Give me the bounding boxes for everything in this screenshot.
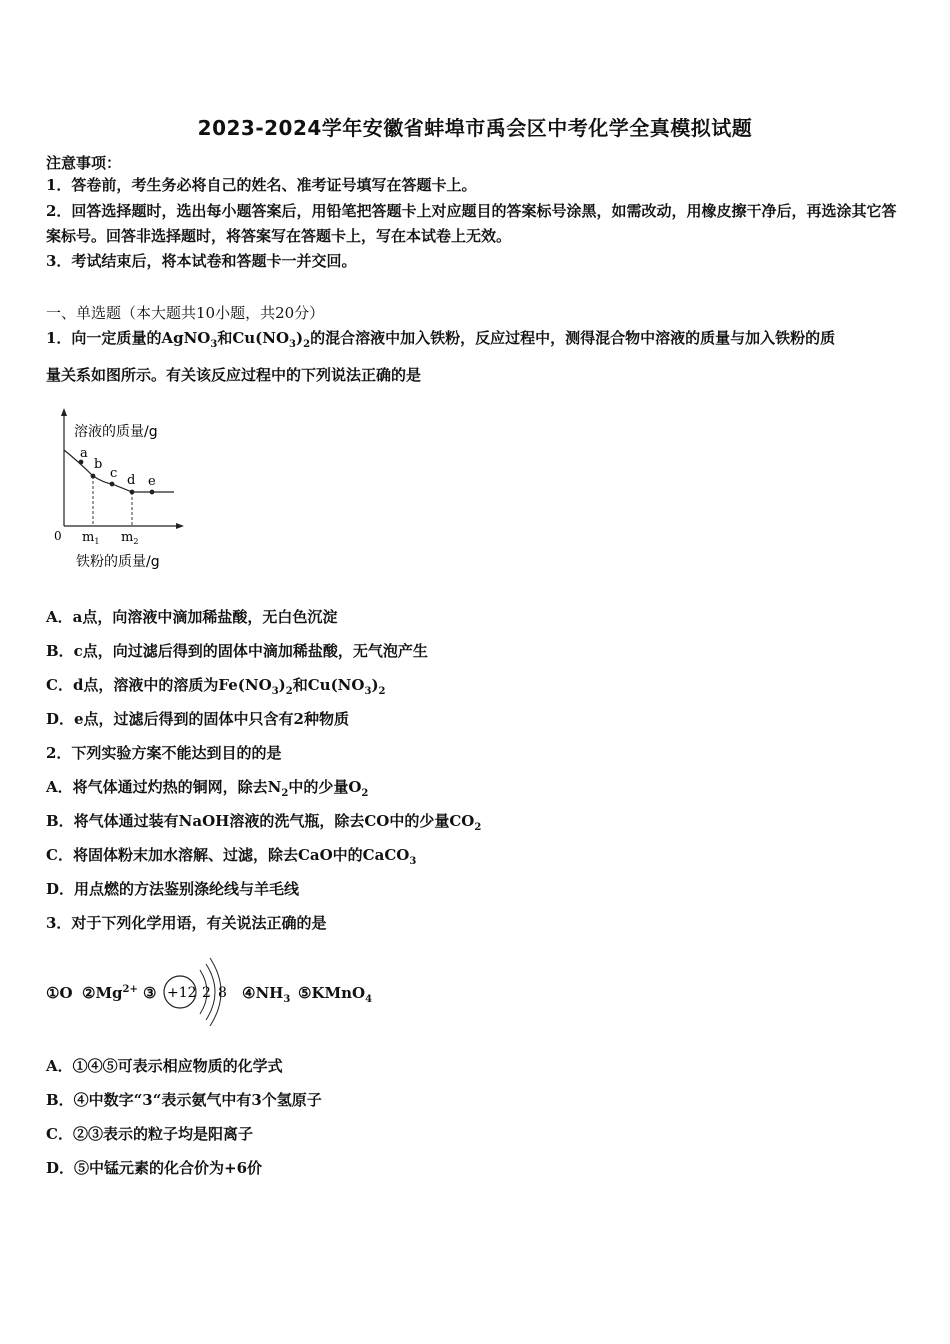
shell-2-electrons: 8 bbox=[218, 985, 227, 1001]
page-title: 2023-2024学年安徽省蚌埠市禹会区中考化学全真模拟试题 bbox=[197, 116, 753, 140]
q1-stem: 1．向一定质量的AgNO$_3$和$Cu(NO_3)_2$的混合溶液中加入铁粉，反应过程中，测得混合物中溶液的质量与加入铁粉的质 bbox=[46, 329, 836, 350]
symbol-5: ⑤KMnO$_4$ bbox=[298, 984, 373, 1005]
q3-option-b: B．④中数字“3“表示氨气中有3个氢原子 bbox=[46, 1091, 322, 1109]
q2-stem: 2．下列实验方案不能达到目的的是 bbox=[46, 744, 282, 762]
label-e: e bbox=[148, 474, 156, 489]
q3-stem: 3．对于下列化学用语，有关说法正确的是 bbox=[46, 914, 327, 932]
q3-symbols bbox=[46, 946, 406, 1026]
notice-heading: 注意事项： bbox=[46, 154, 122, 172]
q1-stem-line2: 量关系如图所示。有关该反应过程中的下列说法正确的是 bbox=[46, 366, 422, 384]
point-e bbox=[150, 490, 155, 495]
label-b: b bbox=[94, 457, 103, 472]
point-b bbox=[91, 474, 96, 479]
shell-1-electrons: 2 bbox=[202, 985, 211, 1001]
q1-option-a: A．a点，向溶液中滴加稀盐酸，无白色沉淀 bbox=[46, 608, 338, 626]
q2-option-a: A．将气体通过灼热的铜网，除去$N_2$中的少量$O_2$ bbox=[46, 778, 369, 799]
q3-option-a: A．①④⑤可表示相应物质的化学式 bbox=[46, 1057, 283, 1075]
atom-structure-diagram bbox=[160, 946, 242, 1026]
q3-option-c: C．②③表示的粒子均是阳离子 bbox=[46, 1125, 253, 1143]
notice-item-2: 2．回答选择题时，选出每小题答案后，用铅笔把答题卡上对应题目的答案标号涂黑，如需改动，用橡皮擦干净后，再选涂其它答案标号。回答非选择题时，将答案写在答题卡上，写在本试卷上无效。 bbox=[46, 202, 897, 245]
q2-option-c: C．将固体粉末加水溶解、过滤，除去CaO中的CaCO$_3$ bbox=[46, 846, 417, 867]
q2-option-d: D．用点燃的方法鉴别涤纶线与羊毛线 bbox=[46, 880, 300, 898]
label-d: d bbox=[127, 473, 136, 488]
notice-item-3: 3．考试结束后，将本试卷和答题卡一并交回。 bbox=[46, 252, 357, 270]
x-label: 铁粉的质量/g bbox=[76, 554, 160, 570]
m2-label: $m_2$ bbox=[121, 530, 139, 546]
origin-label: 0 bbox=[54, 529, 62, 543]
symbol-4: $④NH_3$ bbox=[242, 984, 291, 1005]
point-c bbox=[110, 482, 115, 487]
label-a: a bbox=[80, 446, 88, 461]
q1-option-b: B．c点，向过滤后得到的固体中滴加稀盐酸，无气泡产生 bbox=[46, 642, 428, 660]
m1-label: $m_1$ bbox=[82, 530, 100, 546]
section-heading: 一、单选题（本大题共10小题，共20分） bbox=[46, 304, 325, 322]
q1-option-d: D．e点，过滤后得到的固体中只含有2种物质 bbox=[46, 710, 349, 728]
q2-option-b: B．将气体通过装有NaOH溶液的洗气瓶，除去CO中的少量$CO_2$ bbox=[46, 812, 482, 833]
q3-option-d: D．⑤中锰元素的化合价为+6价 bbox=[46, 1159, 263, 1177]
q1-graph bbox=[44, 404, 194, 574]
point-d bbox=[130, 490, 135, 495]
symbol-3-label: ③ bbox=[143, 984, 157, 1002]
symbol-2: $②Mg^{2+}$ bbox=[82, 984, 138, 1002]
nucleus-charge: +12 bbox=[167, 985, 197, 1001]
notice-item-1: 1．答卷前，考生务必将自己的姓名、准考证号填写在答题卡上。 bbox=[46, 176, 477, 194]
q1-option-c: C．d点，溶液中的溶质为$Fe(NO_3)_2$和$Cu(NO_3)_2$ bbox=[46, 676, 386, 697]
y-axis-arrow bbox=[61, 408, 67, 416]
symbol-1: ①O bbox=[46, 984, 73, 1002]
label-c: c bbox=[110, 466, 118, 481]
x-axis-arrow bbox=[176, 523, 184, 529]
y-label: 溶液的质量/g bbox=[74, 424, 158, 440]
